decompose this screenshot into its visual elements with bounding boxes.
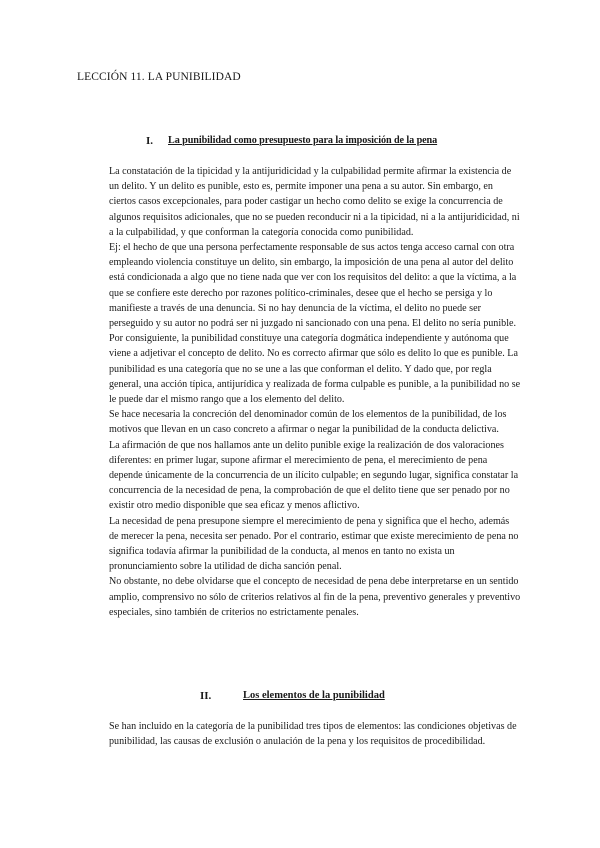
section-title: Los elementos de la punibilidad bbox=[243, 690, 385, 701]
paragraph: Se han incluido en la categoría de la punibilidad tres tipos de elementos: las condiciones objetivas de punibilidad, las causas de exclusión o anulación de la pena y los requisitos de procedibilidad. bbox=[109, 721, 517, 748]
paragraph: No obstante, no debe olvidarse que el concepto de necesidad de pena debe interpretarse en un sentido amplio, comprensivo no sólo de criterios relativos al fin de la pena, preventivo generales y preventivo especiales, sino también de criterios no estrictamente penales. bbox=[109, 576, 521, 618]
paragraph: Ej: el hecho de que una persona perfectamente responsable de sus actos tenga acceso carnal con otra empleando violencia constituye un delito, sin embargo, la imposición de una pena al autor del delito está condicionada a algo que no tiene nada que ver con los requisitos del delito: a que la víctima, a la que se confiere este derecho por razones político-criminales, desee que el hecho se persiga y lo manifieste a través de una denuncia. Si no hay denuncia de la víctima, el delito no puede ser perseguido y su autor no podrá ser ni juzgado ni sancionado con una pena. El delito no sería punible. bbox=[109, 242, 517, 330]
section-body-2 bbox=[109, 719, 521, 749]
page-title: LECCIÓN 11. LA PUNIBILIDAD bbox=[77, 71, 241, 83]
section-number: II. bbox=[200, 690, 212, 702]
section-body-1 bbox=[109, 164, 521, 620]
section-heading-2 bbox=[200, 690, 450, 704]
section-number: I. bbox=[146, 135, 154, 147]
paragraph: La necesidad de pena presupone siempre el merecimiento de pena y significa que el hecho, además de merecer la pena, necesita ser penado. Por el contrario, estimar que existe merecimiento de pena no significa todavía afirmar la punibilidad de la conducta, al menos en tanto no exista un pronunciamiento sobre la utilidad de dicha sanción penal. bbox=[109, 515, 519, 573]
paragraph: Se hace necesaria la concreción del denominador común de los elementos de la punibilidad, de los motivos que llevan en un caso concreto a afirmar o negar la punibilidad de la conducta delictiva. bbox=[109, 409, 507, 436]
paragraph: La constatación de la tipicidad y la antijuridicidad y la culpabilidad permite afirmar la existencia de un delito. Y un delito es punible, esto es, permite imponer una pena a su autor. Sin embargo, en ciertos casos excepcionales, para poder castigar un hecho como delito se exige la concurrencia de algunos requisitos adicionales, que no se pueden reconducir ni a la tipicidad, ni a la antijuridicidad, ni a la culpabilidad, y que conforman la categoría conocida como punibilidad. bbox=[109, 166, 520, 238]
paragraph: La afirmación de que nos hallamos ante un delito punible exige la realización de dos valoraciones diferentes: en primer lugar, supone afirmar el merecimiento de pena, el merecimiento de pena depende únicamente de la concurrencia de un ilícito culpable; en segundo lugar, significa constatar la concurrencia de la necesidad de pena, la comprobación de que el delito tiene que ser penado por no existir otro medio disponible que sea eficaz y menos aflictivo. bbox=[109, 439, 519, 512]
paragraph: Por consiguiente, la punibilidad constituye una categoría dogmática independiente y autónoma que viene a adjetivar el concepto de delito. No es correcto afirmar que sólo es delito lo que es punible. La punibilidad es una categoría que no se une a las que conforman el delito. Y dado que, por regla general, una acción típica, antijurídica y realizada de forma culpable es punible, a la punibilidad no se le puede dar el mismo rango que a los elemento del delito. bbox=[109, 333, 521, 406]
section-heading-1 bbox=[146, 135, 506, 149]
section-title: La punibilidad como presupuesto para la imposición de la pena bbox=[168, 135, 438, 146]
